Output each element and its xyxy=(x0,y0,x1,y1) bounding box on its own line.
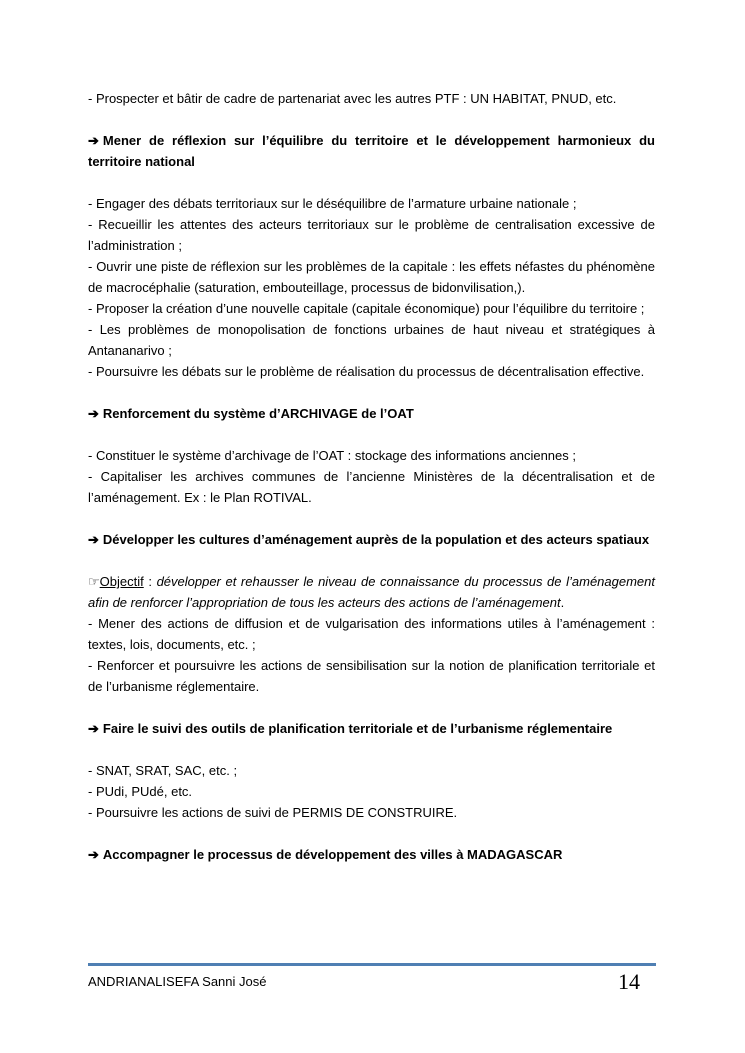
objective-label: Objectif xyxy=(99,574,144,589)
arrow-right-icon: ➔ xyxy=(88,133,99,148)
list-item: - PUdi, PUdé, etc. xyxy=(88,784,193,799)
pointing-hand-icon: ☞ xyxy=(88,574,100,589)
section-heading-text: Renforcement du système d’ARCHIVAGE de l’OAT xyxy=(102,406,414,421)
list-item: - Renforcer et poursuivre les actions de sensibilisation sur la notion de planification territoriale et de l’urbanisme réglementaire. xyxy=(88,658,655,694)
objective-paragraph xyxy=(88,571,655,613)
section-heading-text: Accompagner le processus de développement des villes à MADAGASCAR xyxy=(102,847,563,862)
arrow-right-icon: ➔ xyxy=(88,847,99,862)
list-item: - Engager des débats territoriaux sur le déséquilibre de l’armature urbaine nationale ; xyxy=(88,196,577,211)
arrow-right-icon: ➔ xyxy=(88,406,99,421)
footer-rule xyxy=(88,963,656,966)
section-heading-suivi xyxy=(88,718,655,739)
list-item: - Poursuivre les actions de suivi de PERMIS DE CONSTRUIRE. xyxy=(88,805,458,820)
intro-line: - Prospecter et bâtir de cadre de partenariat avec les autres PTF : UN HABITAT, PNUD, etc. xyxy=(88,91,617,106)
footer-author: ANDRIANALISEFA Sanni José xyxy=(88,974,267,989)
list-item: - Les problèmes de monopolisation de fonctions urbaines de haut niveau et stratégiques à Antananarivo ; xyxy=(88,322,655,358)
list-item: - Recueillir les attentes des acteurs territoriaux sur le problème de centralisation excessive de l’administration ; xyxy=(88,217,655,253)
list-item: - SNAT, SRAT, SAC, etc. ; xyxy=(88,763,238,778)
section-heading-cultures xyxy=(88,529,655,550)
section-heading-archivage xyxy=(88,403,655,424)
section-heading-villes xyxy=(88,844,655,865)
objective-separator: : xyxy=(143,574,157,589)
list-item: - Mener des actions de diffusion et de vulgarisation des informations utiles à l’aménagement : textes, lois, documents, etc. ; xyxy=(88,616,655,652)
arrow-right-icon: ➔ xyxy=(88,532,99,547)
objective-text: développer et rehausser le niveau de connaissance du processus de l’aménagement afin de renforcer l’appropriation de tous les acteurs des actions de l’aménagement xyxy=(88,574,655,610)
list-item: - Constituer le système d’archivage de l’OAT : stockage des informations anciennes ; xyxy=(88,448,576,463)
section-heading-text: Faire le suivi des outils de planification territoriale et de l’urbanisme réglementaire xyxy=(102,721,613,736)
list-item: - Capitaliser les archives communes de l’ancienne Ministères de la décentralisation et de l’aménagement. Ex : le Plan ROTIVAL. xyxy=(88,469,655,505)
arrow-right-icon: ➔ xyxy=(88,721,99,736)
list-item: - Proposer la création d’une nouvelle capitale (capitale économique) pour l’équilibre du territoire ; xyxy=(88,301,645,316)
section-heading-text: Mener de réflexion sur l’équilibre du territoire et le développement harmonieux du territoire national xyxy=(88,133,655,169)
list-item: - Ouvrir une piste de réflexion sur les problèmes de la capitale : les effets néfastes du phénomène de macrocéphalie (saturation, embouteillage, processus de bidonvilisation,). xyxy=(88,259,655,295)
section-heading-text: Développer les cultures d’aménagement auprès de la population et des acteurs spatiaux xyxy=(102,532,650,547)
document-body xyxy=(88,88,655,865)
list-item: - Poursuivre les débats sur le problème de réalisation du processus de décentralisation effective. xyxy=(88,364,645,379)
section-heading-equilibre xyxy=(88,130,655,172)
objective-end: . xyxy=(560,595,565,610)
page-number: 14 xyxy=(618,969,640,994)
